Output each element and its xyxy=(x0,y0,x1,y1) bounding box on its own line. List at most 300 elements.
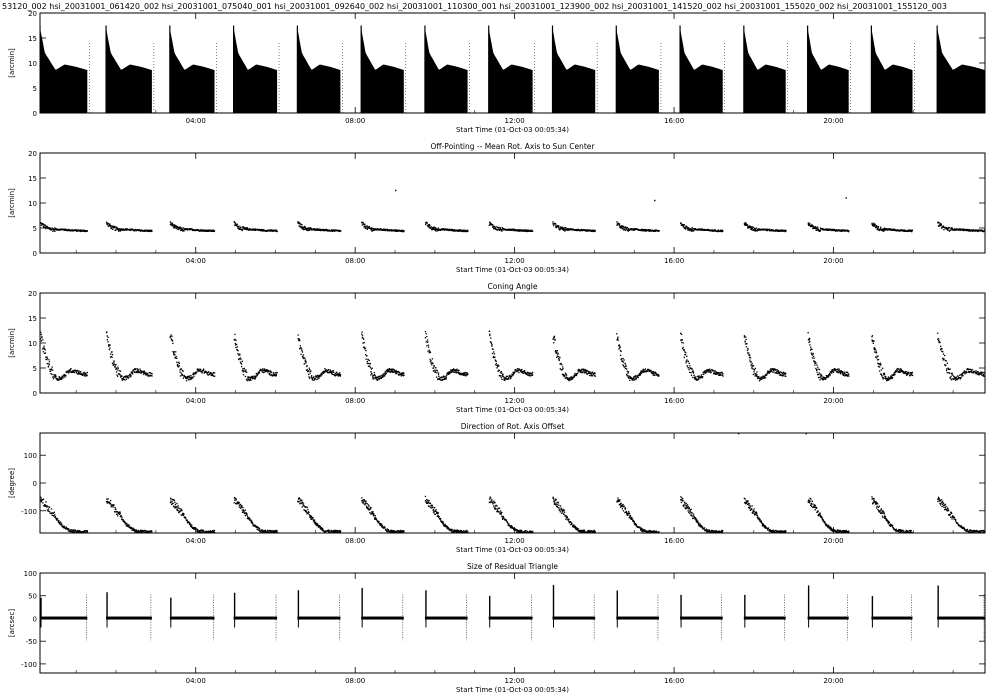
data-point xyxy=(84,372,85,373)
data-point xyxy=(310,371,311,372)
oscillation-envelope xyxy=(170,28,215,113)
x-tick-label: 04:00 xyxy=(185,257,206,265)
data-point xyxy=(275,372,276,373)
data-point xyxy=(574,376,575,377)
data-point xyxy=(813,353,814,354)
y-axis-label: [arcmin] xyxy=(8,188,16,218)
data-point xyxy=(183,230,184,231)
data-point xyxy=(367,225,368,226)
data-point xyxy=(878,226,879,227)
data-point xyxy=(693,372,694,373)
data-point xyxy=(433,368,434,369)
data-point xyxy=(782,373,783,374)
data-point xyxy=(722,373,723,374)
data-point xyxy=(818,369,819,370)
data-point xyxy=(941,348,942,349)
data-point xyxy=(137,370,138,371)
data-point xyxy=(875,349,876,350)
data-point xyxy=(117,228,118,229)
data-point xyxy=(180,510,181,511)
data-point xyxy=(490,338,491,339)
x-tick-label: 20:00 xyxy=(823,257,844,265)
data-point xyxy=(55,376,56,377)
data-point xyxy=(658,375,659,376)
data-point xyxy=(951,379,952,380)
data-point xyxy=(399,372,400,373)
data-point xyxy=(975,370,976,371)
data-point xyxy=(236,503,237,504)
data-point xyxy=(756,371,757,372)
data-point xyxy=(510,377,511,378)
data-point xyxy=(308,376,309,377)
data-point xyxy=(68,528,69,529)
data-point xyxy=(151,373,152,374)
data-point xyxy=(848,376,849,377)
data-point xyxy=(820,230,821,231)
y-tick-label: 0 xyxy=(32,390,37,398)
data-point xyxy=(721,372,722,373)
data-point xyxy=(559,229,560,230)
data-point xyxy=(901,369,902,370)
data-point xyxy=(887,378,888,379)
data-point xyxy=(681,334,682,335)
data-point xyxy=(306,365,307,366)
data-point xyxy=(367,361,368,362)
data-point xyxy=(187,520,188,521)
data-point xyxy=(172,503,173,504)
data-point xyxy=(426,336,427,337)
data-point xyxy=(689,363,690,364)
data-point xyxy=(66,372,67,373)
data-point xyxy=(594,230,595,231)
data-point xyxy=(689,372,690,373)
data-point xyxy=(618,340,619,341)
data-point xyxy=(40,338,41,339)
y-tick-label: 10 xyxy=(28,200,37,208)
data-point xyxy=(576,375,577,376)
data-point xyxy=(746,346,747,347)
data-point xyxy=(583,370,584,371)
panel-2 xyxy=(40,153,986,253)
data-point xyxy=(110,503,111,504)
data-point xyxy=(938,338,939,339)
oscillation-envelope xyxy=(937,28,985,113)
data-point xyxy=(188,379,189,380)
data-point xyxy=(616,225,617,226)
data-point xyxy=(816,370,817,371)
data-point xyxy=(181,510,182,511)
data-point xyxy=(380,375,381,376)
data-point xyxy=(982,372,983,373)
data-point xyxy=(235,340,236,341)
data-point xyxy=(117,515,118,516)
data-point xyxy=(301,350,302,351)
data-point xyxy=(269,373,270,374)
data-point xyxy=(906,371,907,372)
data-point xyxy=(682,225,683,226)
data-point xyxy=(374,372,375,373)
data-point xyxy=(744,337,745,338)
data-point xyxy=(753,374,754,375)
x-tick-label: 12:00 xyxy=(504,257,525,265)
data-point xyxy=(379,229,380,230)
data-point xyxy=(40,497,41,498)
data-point xyxy=(942,358,943,359)
data-point xyxy=(179,371,180,372)
data-point xyxy=(685,354,686,355)
data-point xyxy=(569,377,570,378)
data-point xyxy=(364,224,365,225)
data-point xyxy=(464,372,465,373)
data-point xyxy=(811,349,812,350)
data-point xyxy=(881,369,882,370)
data-point xyxy=(498,365,499,366)
data-point xyxy=(493,226,494,227)
data-point xyxy=(427,351,428,352)
data-point xyxy=(245,369,246,370)
data-point xyxy=(200,369,201,370)
data-point xyxy=(747,349,748,350)
data-point xyxy=(828,376,829,377)
data-point xyxy=(844,373,845,374)
data-point xyxy=(429,225,430,226)
x-tick-label: 08:00 xyxy=(345,397,366,405)
data-point xyxy=(752,226,753,227)
data-point xyxy=(622,360,623,361)
data-point xyxy=(425,224,426,225)
data-point xyxy=(633,380,634,381)
data-point xyxy=(685,352,686,353)
data-point xyxy=(627,375,628,376)
data-point xyxy=(196,372,197,373)
data-point xyxy=(60,522,61,523)
data-point xyxy=(370,363,371,364)
data-point xyxy=(242,361,243,362)
data-point xyxy=(532,231,533,232)
data-point xyxy=(128,377,129,378)
data-point xyxy=(560,363,561,364)
data-point xyxy=(252,522,253,523)
data-point xyxy=(847,376,848,377)
data-point xyxy=(312,379,313,380)
data-point xyxy=(686,226,687,227)
data-point xyxy=(688,369,689,370)
data-point xyxy=(817,227,818,228)
data-point xyxy=(425,331,426,332)
data-point xyxy=(747,350,748,351)
data-point xyxy=(686,362,687,363)
data-point xyxy=(945,365,946,366)
data-point xyxy=(809,338,810,339)
panel-title: Coning Angle xyxy=(487,282,538,291)
data-point xyxy=(151,231,152,232)
data-point xyxy=(809,344,810,345)
data-point xyxy=(181,373,182,374)
data-point xyxy=(708,369,709,370)
data-point xyxy=(756,228,757,229)
data-point xyxy=(144,371,145,372)
data-point xyxy=(362,222,363,223)
data-point xyxy=(492,353,493,354)
data-point xyxy=(364,342,365,343)
data-point xyxy=(504,379,505,380)
data-point xyxy=(58,380,59,381)
data-point xyxy=(749,355,750,356)
data-point xyxy=(753,371,754,372)
data-point xyxy=(42,339,43,340)
data-point xyxy=(171,334,172,335)
data-point xyxy=(181,369,182,370)
data-point xyxy=(688,367,689,368)
data-point xyxy=(816,365,817,366)
data-point xyxy=(497,229,498,230)
data-point xyxy=(176,356,177,357)
data-point xyxy=(684,349,685,350)
data-point xyxy=(561,364,562,365)
data-point xyxy=(176,506,177,507)
data-point xyxy=(687,365,688,366)
data-point xyxy=(61,379,62,380)
data-point xyxy=(66,527,67,528)
y-tick-label: 5 xyxy=(32,85,37,93)
data-point xyxy=(242,230,243,231)
data-point xyxy=(745,341,746,342)
data-point xyxy=(624,359,625,360)
data-point xyxy=(754,369,755,370)
data-point xyxy=(650,370,651,371)
data-point xyxy=(122,380,123,381)
data-point xyxy=(276,373,277,374)
data-point xyxy=(47,358,48,359)
data-point xyxy=(435,367,436,368)
data-point xyxy=(305,359,306,360)
data-point xyxy=(698,375,699,376)
data-point xyxy=(240,357,241,358)
data-layer xyxy=(40,26,987,114)
data-point xyxy=(305,362,306,363)
data-point xyxy=(126,379,127,380)
data-point xyxy=(45,225,46,226)
data-point xyxy=(692,227,693,228)
data-point xyxy=(170,221,171,222)
y-tick-label: 15 xyxy=(28,35,37,43)
data-point xyxy=(117,369,118,370)
data-point xyxy=(151,375,152,376)
data-point xyxy=(117,376,118,377)
data-point xyxy=(52,231,53,232)
data-point xyxy=(203,530,204,531)
data-point xyxy=(912,372,913,373)
data-point xyxy=(616,333,617,334)
data-point xyxy=(110,353,111,354)
data-point xyxy=(332,374,333,375)
data-point xyxy=(49,361,50,362)
data-point xyxy=(425,337,426,338)
data-point xyxy=(242,507,243,508)
data-point xyxy=(340,230,341,231)
data-point xyxy=(875,224,876,225)
data-point xyxy=(244,513,245,514)
data-point xyxy=(322,374,323,375)
data-point xyxy=(366,355,367,356)
data-point xyxy=(595,376,596,377)
data-point xyxy=(173,227,174,228)
data-point xyxy=(123,519,124,520)
data-layer xyxy=(40,190,986,233)
data-point xyxy=(85,373,86,374)
data-point xyxy=(819,379,820,380)
data-point xyxy=(553,225,554,226)
oscillation-envelope xyxy=(234,28,278,113)
data-point xyxy=(521,369,522,370)
data-point xyxy=(59,523,60,524)
data-point xyxy=(113,360,114,361)
data-point xyxy=(684,357,685,358)
data-point xyxy=(816,228,817,229)
data-point xyxy=(362,342,363,343)
data-point xyxy=(591,374,592,375)
data-point xyxy=(178,508,179,509)
data-point xyxy=(764,376,765,377)
data-point xyxy=(894,374,895,375)
data-point xyxy=(636,378,637,379)
data-point xyxy=(873,341,874,342)
data-point xyxy=(246,372,247,373)
y-tick-label: 15 xyxy=(28,315,37,323)
data-point xyxy=(878,366,879,367)
data-point xyxy=(431,227,432,228)
data-point xyxy=(190,375,191,376)
oscillation-envelope xyxy=(871,28,912,113)
data-point xyxy=(277,231,278,232)
data-point xyxy=(124,379,125,380)
data-point xyxy=(242,368,243,369)
data-point xyxy=(751,361,752,362)
data-point xyxy=(746,223,747,224)
data-point xyxy=(589,375,590,376)
data-point xyxy=(692,369,693,370)
data-point xyxy=(47,363,48,364)
data-point xyxy=(873,343,874,344)
data-point xyxy=(574,373,575,374)
data-point xyxy=(565,227,566,228)
panel-4 xyxy=(40,433,986,534)
data-point xyxy=(684,224,685,225)
data-point xyxy=(365,226,366,227)
data-point xyxy=(686,361,687,362)
data-point xyxy=(114,511,115,512)
data-point xyxy=(427,340,428,341)
data-point xyxy=(70,368,71,369)
data-point xyxy=(259,528,260,529)
data-point xyxy=(594,373,595,374)
data-point xyxy=(437,379,438,380)
data-point xyxy=(171,336,172,337)
data-point xyxy=(109,501,110,502)
data-point xyxy=(132,373,133,374)
data-point xyxy=(814,365,815,366)
data-point xyxy=(464,229,465,230)
data-point xyxy=(363,224,364,225)
data-point xyxy=(374,375,375,376)
data-point xyxy=(47,505,48,506)
data-point xyxy=(365,350,366,351)
data-point xyxy=(532,372,533,373)
data-point xyxy=(808,222,809,223)
data-point xyxy=(623,358,624,359)
data-point xyxy=(692,229,693,230)
plot-frame xyxy=(40,293,985,393)
data-point xyxy=(619,223,620,224)
data-point xyxy=(942,351,943,352)
data-point xyxy=(49,227,50,228)
data-point xyxy=(365,348,366,349)
data-point xyxy=(627,371,628,372)
data-point xyxy=(236,499,237,500)
data-point xyxy=(54,514,55,515)
data-point xyxy=(946,360,947,361)
data-point xyxy=(302,351,303,352)
data-point xyxy=(429,350,430,351)
data-point xyxy=(627,373,628,374)
data-point xyxy=(876,352,877,353)
data-point xyxy=(717,374,718,375)
data-point xyxy=(239,358,240,359)
data-point xyxy=(107,339,108,340)
data-point xyxy=(498,227,499,228)
data-point xyxy=(140,370,141,371)
data-point xyxy=(198,369,199,370)
data-point xyxy=(269,370,270,371)
data-point xyxy=(41,334,42,335)
data-point xyxy=(898,369,899,370)
data-point xyxy=(499,370,500,371)
data-point xyxy=(79,530,80,531)
data-point xyxy=(335,373,336,374)
data-point xyxy=(235,347,236,348)
data-point xyxy=(438,374,439,375)
x-tick-label: 16:00 xyxy=(663,397,685,405)
data-point xyxy=(247,515,248,516)
data-point xyxy=(564,227,565,228)
data-point xyxy=(703,374,704,375)
data-point xyxy=(265,530,266,531)
x-tick-label: 08:00 xyxy=(345,257,366,265)
data-point xyxy=(208,371,209,372)
data-point xyxy=(627,227,628,228)
data-point xyxy=(493,351,494,352)
data-point xyxy=(141,373,142,374)
data-point xyxy=(109,344,110,345)
data-point xyxy=(383,376,384,377)
data-point xyxy=(808,332,809,333)
data-point xyxy=(752,368,753,369)
data-point xyxy=(494,357,495,358)
data-point xyxy=(67,371,68,372)
data-point xyxy=(62,377,63,378)
data-point xyxy=(78,372,79,373)
y-tick-label: 0 xyxy=(32,250,37,258)
data-point xyxy=(818,374,819,375)
data-point xyxy=(809,339,810,340)
data-point xyxy=(371,373,372,374)
data-point xyxy=(746,343,747,344)
data-point xyxy=(702,376,703,377)
data-point xyxy=(213,530,214,531)
data-point xyxy=(645,368,646,369)
data-point xyxy=(200,532,201,533)
data-point xyxy=(58,520,59,521)
